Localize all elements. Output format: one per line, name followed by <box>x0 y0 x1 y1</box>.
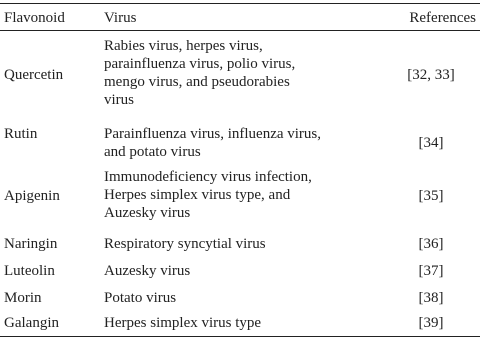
flavonoid-name: Apigenin <box>4 188 60 204</box>
table-bottom-rule <box>0 336 480 337</box>
reference-citation: [35] <box>418 188 444 204</box>
reference-citation: [34] <box>418 135 444 151</box>
reference-citation: [39] <box>418 315 444 331</box>
virus-line: mengo virus, and pseudorabies <box>104 74 290 90</box>
reference-citation: [36] <box>418 236 444 252</box>
virus-list <box>104 262 190 280</box>
virus-list <box>104 37 295 109</box>
table-header-rule <box>0 30 480 31</box>
reference-citation: [38] <box>418 290 444 306</box>
virus-line: Herpes simplex virus type, and <box>104 187 291 203</box>
flavonoid-name: Luteolin <box>4 263 55 279</box>
flavonoid-name: Naringin <box>4 236 58 252</box>
flavonoid-name: Morin <box>4 290 42 306</box>
header-flavonoid: Flavonoid <box>4 10 65 26</box>
table-top-rule <box>0 3 480 4</box>
virus-line: Herpes simplex virus type <box>104 315 262 331</box>
virus-line: Auzesky virus <box>104 263 191 279</box>
virus-line: virus <box>104 92 134 108</box>
flavonoid-name: Quercetin <box>4 67 64 83</box>
virus-line: Rabies virus, herpes virus, <box>104 38 263 54</box>
virus-list <box>104 235 266 253</box>
header-virus: Virus <box>104 10 137 26</box>
flavonoid-name: Rutin <box>4 126 38 142</box>
header-references: References <box>409 10 476 26</box>
flavonoid-name: Galangin <box>4 315 59 331</box>
virus-line: parainfluenza virus, polio virus, <box>104 56 296 72</box>
reference-citation: [37] <box>418 263 444 279</box>
virus-line: Immunodeficiency virus infection, <box>104 169 312 185</box>
virus-line: Potato virus <box>104 290 177 306</box>
virus-line: Auzesky virus <box>104 205 191 221</box>
virus-list <box>104 125 321 161</box>
virus-line: Parainfluenza virus, influenza virus, <box>104 126 322 142</box>
virus-list <box>104 314 261 332</box>
reference-citation: [32, 33] <box>407 67 455 83</box>
virus-line: and potato virus <box>104 144 201 160</box>
virus-list <box>104 168 312 222</box>
virus-line: Respiratory syncytial virus <box>104 236 266 252</box>
virus-list <box>104 289 176 307</box>
